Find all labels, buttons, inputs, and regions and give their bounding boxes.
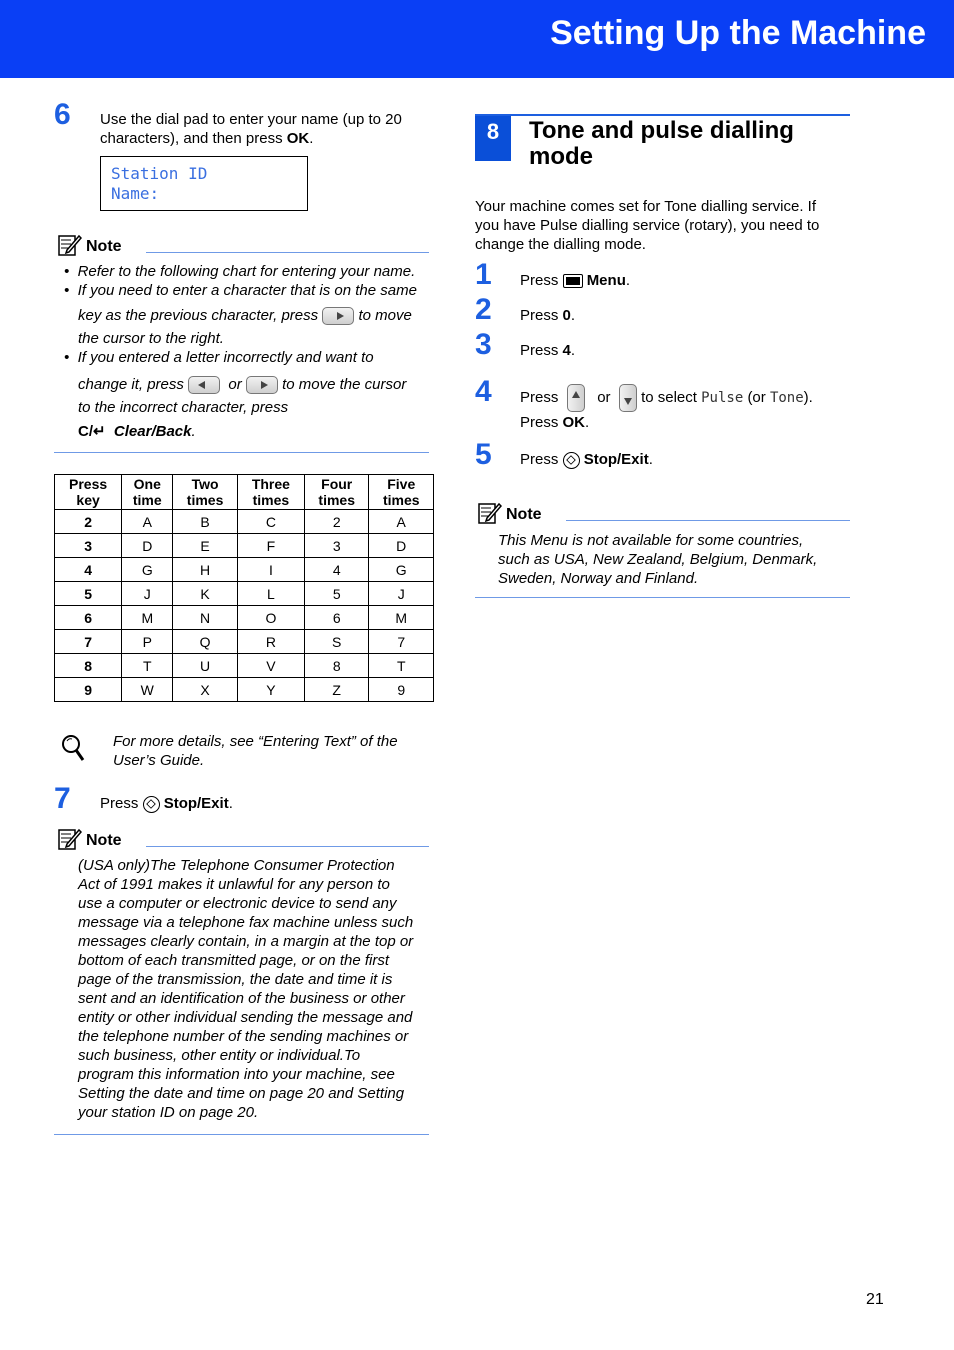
- table-cell: J: [369, 582, 434, 606]
- section-top-rule: [475, 114, 850, 116]
- clear-back-key-icon: C/↵: [78, 423, 106, 440]
- table-cell: A: [122, 510, 173, 534]
- table-cell: 3: [304, 534, 368, 558]
- text-line: program this information into your machine, see: [78, 1066, 395, 1083]
- table-cell: 4: [304, 558, 368, 582]
- note1-bullet-2: • If you need to enter a character that is on the same: [64, 282, 417, 299]
- text-line: entity or other individual sending the message and: [78, 1009, 413, 1026]
- table-cell: 7: [369, 630, 434, 654]
- right-arrow-key-icon: [322, 307, 354, 325]
- stop-exit-icon: [143, 796, 160, 813]
- step3-text: Press 4.: [520, 342, 576, 359]
- table-header-cell: Four times: [304, 475, 368, 510]
- table-row: [55, 678, 434, 702]
- table-header-cell: Five times: [369, 475, 434, 510]
- press-key-cell: 5: [55, 582, 122, 606]
- table-cell: 9: [369, 678, 434, 702]
- table-cell: G: [369, 558, 434, 582]
- table-cell: C: [237, 510, 304, 534]
- note2-bottom-rule: [54, 1134, 429, 1135]
- step5-text: Press Stop/Exit.: [520, 451, 653, 468]
- note1-label: Note: [86, 238, 122, 255]
- section-title: Tone and pulse dialling mode: [529, 117, 794, 170]
- press-key-cell: 8: [55, 654, 122, 678]
- lcd-display: [100, 156, 308, 211]
- text-line: (USA only)The Telephone Consumer Protection: [78, 857, 395, 874]
- tip-text: For more details, see “Entering Text” of the User’s Guide.: [113, 733, 398, 769]
- table-cell: T: [369, 654, 434, 678]
- table-cell: M: [122, 606, 173, 630]
- table-cell: 2: [304, 510, 368, 534]
- table-cell: H: [173, 558, 237, 582]
- table-row: [55, 534, 434, 558]
- text-line: Your machine comes set for Tone dialling service. If: [475, 198, 817, 215]
- press-key-cell: 6: [55, 606, 122, 630]
- table-cell: S: [304, 630, 368, 654]
- down-arrow-key-icon: [619, 384, 637, 412]
- table-cell: 5: [304, 582, 368, 606]
- lcd-line-2: Name:: [111, 184, 160, 203]
- text-line: the telephone number of the sending machines or: [78, 1028, 409, 1045]
- table-cell: T: [122, 654, 173, 678]
- table-cell: Z: [304, 678, 368, 702]
- note2-label: Note: [86, 832, 122, 849]
- table-cell: W: [122, 678, 173, 702]
- text-line: page of the transmission, the date and time it is: [78, 971, 393, 988]
- table-cell: J: [122, 582, 173, 606]
- table-row: [55, 510, 434, 534]
- step-number-7: 7: [54, 782, 71, 815]
- text-line: change the dialling mode.: [475, 236, 646, 253]
- note3-label: Note: [506, 506, 542, 523]
- table-header-cell: One time: [122, 475, 173, 510]
- text-line: such as USA, New Zealand, Belgium, Denmark,: [498, 551, 818, 568]
- note-pencil-icon: [58, 827, 82, 856]
- step7-text: Press Stop/Exit.: [100, 795, 233, 812]
- table-row: [55, 630, 434, 654]
- step6-text: [100, 110, 402, 148]
- note1-bottom-rule: [54, 452, 429, 453]
- step-number-5: 5: [475, 438, 492, 471]
- note3-top-rule: [566, 520, 850, 521]
- table-cell: F: [237, 534, 304, 558]
- step1-text: Press Menu.: [520, 272, 631, 289]
- note1-bullet-3-line3: to the incorrect character, press: [78, 399, 289, 416]
- press-key-cell: 2: [55, 510, 122, 534]
- step-number-2: 2: [475, 293, 492, 326]
- note1-bullet-2-end: the cursor to the right.: [78, 330, 224, 347]
- note-pencil-icon: [58, 233, 82, 262]
- text-line: use a computer or electronic device to send any: [78, 895, 397, 912]
- step-number-3: 3: [475, 328, 492, 361]
- note1-bullet-3-cont: change it, press or to move the cursor: [78, 376, 407, 393]
- table-cell: K: [173, 582, 237, 606]
- text-line: your station ID on page 20.: [78, 1104, 259, 1121]
- table-row: [55, 582, 434, 606]
- table-row: [55, 606, 434, 630]
- table-cell: R: [237, 630, 304, 654]
- text-line: Sweden, Norway and Finland.: [498, 570, 699, 587]
- step-number-4: 4: [475, 375, 492, 408]
- text-line: sent and an identification of the business or other: [78, 990, 405, 1007]
- table-cell: A: [369, 510, 434, 534]
- note1-bullet-1: • Refer to the following chart for entering your name.: [64, 263, 416, 280]
- press-key-cell: 9: [55, 678, 122, 702]
- table-header-cell: Three times: [237, 475, 304, 510]
- press-key-cell: 4: [55, 558, 122, 582]
- note2-body: [78, 856, 413, 1122]
- table-cell: N: [173, 606, 237, 630]
- character-entry-table: [54, 474, 434, 702]
- step-number-1: 1: [475, 258, 492, 291]
- table-cell: B: [173, 510, 237, 534]
- note3-body: [498, 531, 817, 588]
- table-cell: Y: [237, 678, 304, 702]
- step-number-6: 6: [54, 98, 71, 131]
- step6-line1: Use the dial pad to enter your name (up to 20: [100, 111, 402, 128]
- table-cell: O: [237, 606, 304, 630]
- text-line: you have Pulse dialling service (rotary), you need to: [475, 217, 820, 234]
- table-cell: E: [173, 534, 237, 558]
- table-cell: G: [122, 558, 173, 582]
- table-cell: Q: [173, 630, 237, 654]
- text-line: This Menu is not available for some countries,: [498, 532, 804, 549]
- table-header-row: [55, 475, 434, 510]
- press-key-cell: 3: [55, 534, 122, 558]
- section-intro: [475, 197, 819, 254]
- press-key-cell: 7: [55, 630, 122, 654]
- section-number-badge: 8: [475, 114, 511, 161]
- note1-bullet-3-line4: C/↵ Clear/Back.: [78, 423, 196, 440]
- note1-bullet-3: • If you entered a letter incorrectly and want to: [64, 349, 374, 366]
- text-line: Act of 1991 makes it unlawful for any person to: [78, 876, 390, 893]
- menu-key-icon: [563, 274, 583, 288]
- right-arrow-key-icon: [246, 376, 278, 394]
- text-line: messages clearly contain, in a margin at the top or: [78, 933, 414, 950]
- table-cell: D: [369, 534, 434, 558]
- text-line: message via a telephone fax machine unless such: [78, 914, 414, 931]
- page-header-title: Setting Up the Machine: [550, 14, 926, 52]
- text-line: such business, other entity or individual.To: [78, 1047, 361, 1064]
- table-row: [55, 654, 434, 678]
- table-header-cell: Press key: [55, 475, 122, 510]
- left-arrow-key-icon: [188, 376, 220, 394]
- table-row: [55, 558, 434, 582]
- table-cell: D: [122, 534, 173, 558]
- table-body: [55, 510, 434, 702]
- table-cell: 6: [304, 606, 368, 630]
- table-cell: X: [173, 678, 237, 702]
- table-header-cell: Two times: [173, 475, 237, 510]
- table-cell: I: [237, 558, 304, 582]
- table-cell: M: [369, 606, 434, 630]
- note1-bullet-2-cont: key as the previous character, press to move: [78, 307, 412, 324]
- table-cell: P: [122, 630, 173, 654]
- up-arrow-key-icon: [567, 384, 585, 412]
- page-number: 21: [866, 1291, 884, 1308]
- step4-text: Press or to select Pulse (or Tone). Press OK.: [520, 383, 813, 432]
- stop-exit-icon: [563, 452, 580, 469]
- text-line: Setting the date and time on page 20 and Setting: [78, 1085, 405, 1102]
- magnifier-icon: [60, 733, 86, 768]
- step2-text: Press 0.: [520, 307, 576, 324]
- note-pencil-icon: [478, 501, 502, 530]
- table-cell: L: [237, 582, 304, 606]
- step6-line2: characters), and then press OK.: [100, 130, 314, 147]
- table-cell: 8: [304, 654, 368, 678]
- ok-key-label: OK: [286, 130, 310, 147]
- text-line: bottom of each transmitted page, or on the first: [78, 952, 390, 969]
- table-cell: V: [237, 654, 304, 678]
- lcd-line-1: Station ID: [111, 164, 208, 183]
- note1-top-rule: [146, 252, 429, 253]
- note2-top-rule: [146, 846, 429, 847]
- table-cell: U: [173, 654, 237, 678]
- note3-bottom-rule: [475, 597, 850, 598]
